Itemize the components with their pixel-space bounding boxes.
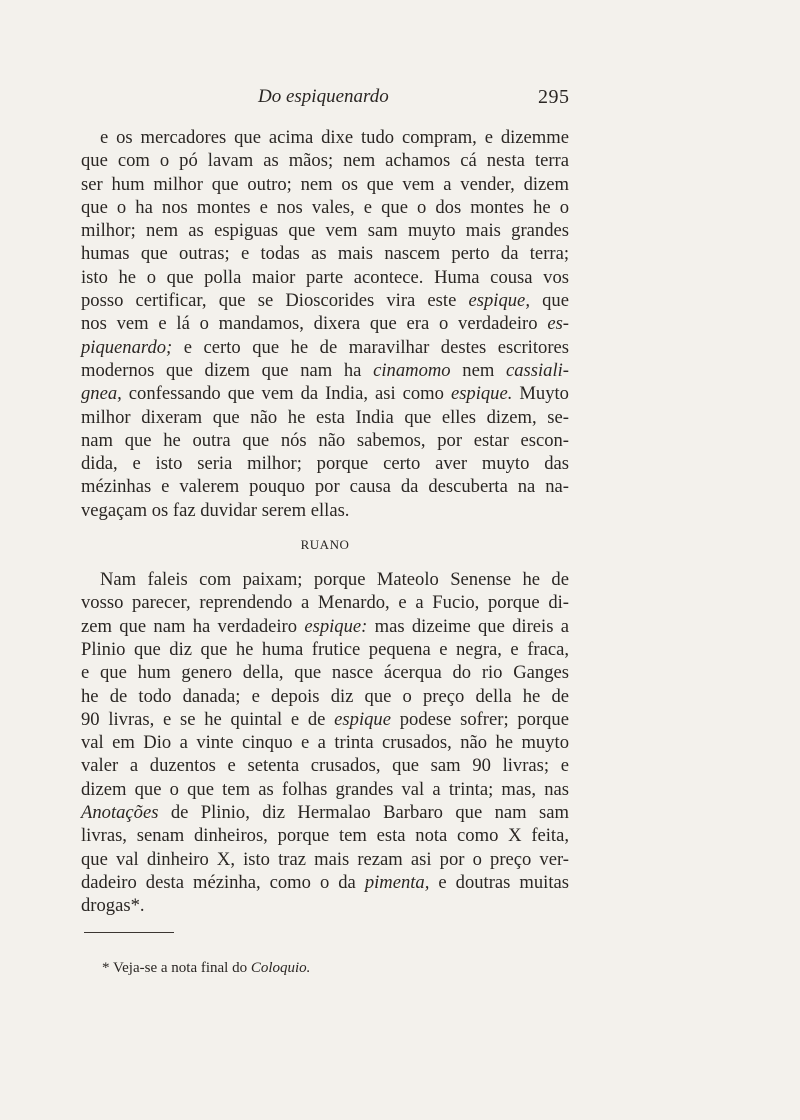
page-number: 295: [538, 86, 570, 108]
text-line: [81, 801, 569, 824]
text-line: [81, 615, 569, 638]
text-line: vegaçam os faz duvidar serem ellas.: [81, 499, 350, 521]
text-run: mas dizeime que direis a: [367, 615, 569, 637]
text-line: nam que he outra que nós não sabemos, por estar escon-: [81, 429, 569, 451]
text-run: Muyto: [512, 383, 569, 405]
text-line: milhor dixeram que não he esta India que elles dizem, se-: [81, 406, 569, 428]
italic-text: espique,: [468, 290, 530, 312]
text-line: humas que outras; e todas as mais nascem perto da terra;: [81, 243, 569, 265]
text-run: 90 livras, e se he quintal e de: [81, 708, 335, 730]
text-line: livras, senam dinheiros, porque tem esta nota como X feita,: [81, 825, 569, 847]
speaker-name: RUANO: [300, 537, 350, 553]
italic-text: espique: [334, 708, 391, 730]
body-text: [81, 126, 569, 918]
text-run: nos vem e lá o mandamos, dixera que era o verdadeiro: [81, 313, 548, 335]
footnote-divider: [84, 932, 174, 933]
text-run: e certo que he de maravilhar destes escritores: [172, 336, 569, 358]
text-line: dida, e isto seria milhor; porque certo aver muyto das: [81, 453, 569, 475]
text-run: nem: [450, 359, 506, 381]
text-line: que com o pó lavam as mãos; nem achamos cá nesta terra: [81, 150, 569, 172]
text-line: [81, 871, 569, 894]
text-line: he de todo danada; e depois diz que o preço della he de: [81, 685, 569, 707]
italic-text: cinamomo: [373, 359, 451, 381]
text-line: milhor; nem as espiguas que vem sam muyto mais grandes: [81, 220, 569, 242]
text-line: [81, 708, 569, 731]
text-line: mézinhas e valerem pouquo por causa da descuberta na na-: [81, 476, 569, 498]
text-line: Plinio que diz que he huma frutice pequena e negra, e fraca,: [81, 638, 569, 660]
text-line: que o ha nos montes e nos vales, e que o dos montes he o: [81, 196, 569, 218]
text-line: val em Dio a vinte cinquo e a trinta crusados, não he muyto: [81, 732, 569, 754]
text-run: de Plinio, diz Hermalao Barbaro que nam sam: [158, 802, 569, 824]
text-line: isto he o que polla maior parte acontece. Huma cousa vos: [81, 266, 569, 288]
text-run: dadeiro desta mézinha, como o da: [81, 871, 365, 893]
text-line: [81, 289, 569, 312]
text-line: [81, 312, 569, 335]
text-line: vosso parecer, reprendendo a Menardo, e a Fucio, porque di-: [81, 592, 569, 614]
text-run: posso certificar, que se Dioscorides vira este: [81, 290, 469, 312]
text-line: dizem que o que tem as folhas grandes val a trinta; mas, nas: [81, 778, 569, 800]
text-line: [81, 382, 569, 405]
italic-text: cassiali-: [505, 359, 569, 381]
text-line: e que hum genero della, que nasce ácerqua do rio Ganges: [81, 662, 569, 684]
paragraph-1: [81, 126, 569, 522]
running-title: Do espiquenardo: [258, 86, 389, 107]
paragraph-2: [81, 568, 569, 917]
text-line: [81, 336, 569, 359]
text-run: confessando que vem da India, asi como: [121, 383, 451, 405]
text-line: que val dinheiro X, isto traz mais rezam asi por o preço ver-: [81, 848, 569, 870]
text-run: podese sofrer; porque: [390, 708, 569, 730]
footnote: [102, 960, 310, 977]
italic-text: espique:: [304, 615, 368, 637]
page-header: [0, 86, 800, 114]
text-run: que: [529, 290, 569, 312]
text-run: zem que nam ha verdadeiro: [81, 615, 305, 637]
italic-text: Coloquio.: [250, 960, 311, 976]
italic-text: espique.: [450, 383, 513, 405]
text-run: modernos que dizem que nam ha: [81, 359, 374, 381]
text-line: e os mercadores que acima dixe tudo compram, e dizemme: [100, 127, 569, 148]
text-line: Nam faleis com paixam; porque Mateolo Senense he de: [100, 569, 569, 591]
text-run: * Veja-se a nota final do: [102, 960, 251, 976]
text-run: e doutras muitas: [429, 871, 569, 893]
italic-text: piquenardo;: [81, 336, 173, 358]
italic-text: gnea,: [81, 383, 122, 405]
text-line: [81, 359, 569, 382]
italic-text: pimenta,: [364, 871, 430, 893]
italic-text: Anotações: [81, 802, 159, 824]
text-line: drogas*.: [81, 895, 145, 917]
italic-text: es-: [547, 313, 569, 335]
text-line: ser hum milhor que outro; nem os que vem a vender, dizem: [81, 173, 569, 195]
text-line: valer a duzentos e setenta crusados, que sam 90 livras; e: [81, 755, 569, 777]
